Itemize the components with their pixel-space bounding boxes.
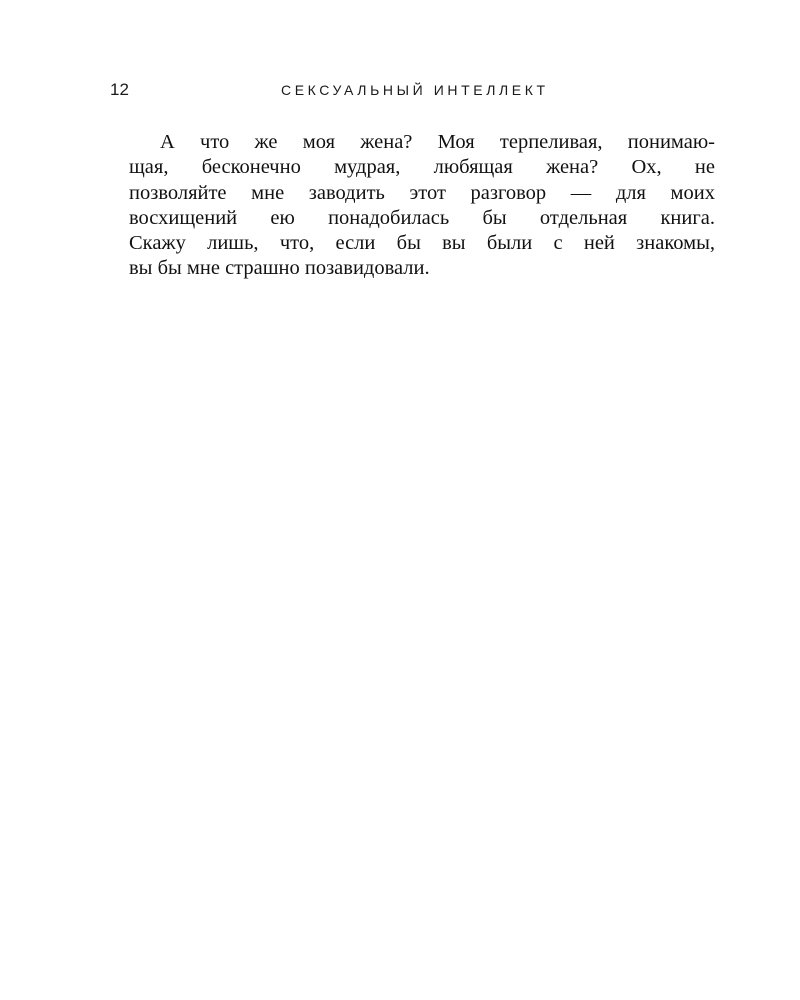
paragraph-line: Скажу лишь, что, если бы вы были с ней знакомы, (129, 232, 715, 255)
paragraph-line: восхищений ею понадобилась бы отдельная книга. (129, 206, 715, 229)
paragraph-line: вы бы мне страшно позавидовали. (129, 257, 430, 280)
paragraph-line: щая, бесконечно мудрая, любящая жена? Ох, не (129, 156, 715, 179)
page-number: 12 (110, 80, 129, 99)
running-title: СЕКСУАЛЬНЫЙ ИНТЕЛЛЕКТ (281, 82, 549, 98)
paragraph-line: позволяйте мне заводить этот разговор — для моих (129, 181, 715, 204)
paragraph-line: А что же моя жена? Моя терпеливая, понимаю- (160, 131, 715, 153)
body-paragraph (129, 130, 715, 282)
